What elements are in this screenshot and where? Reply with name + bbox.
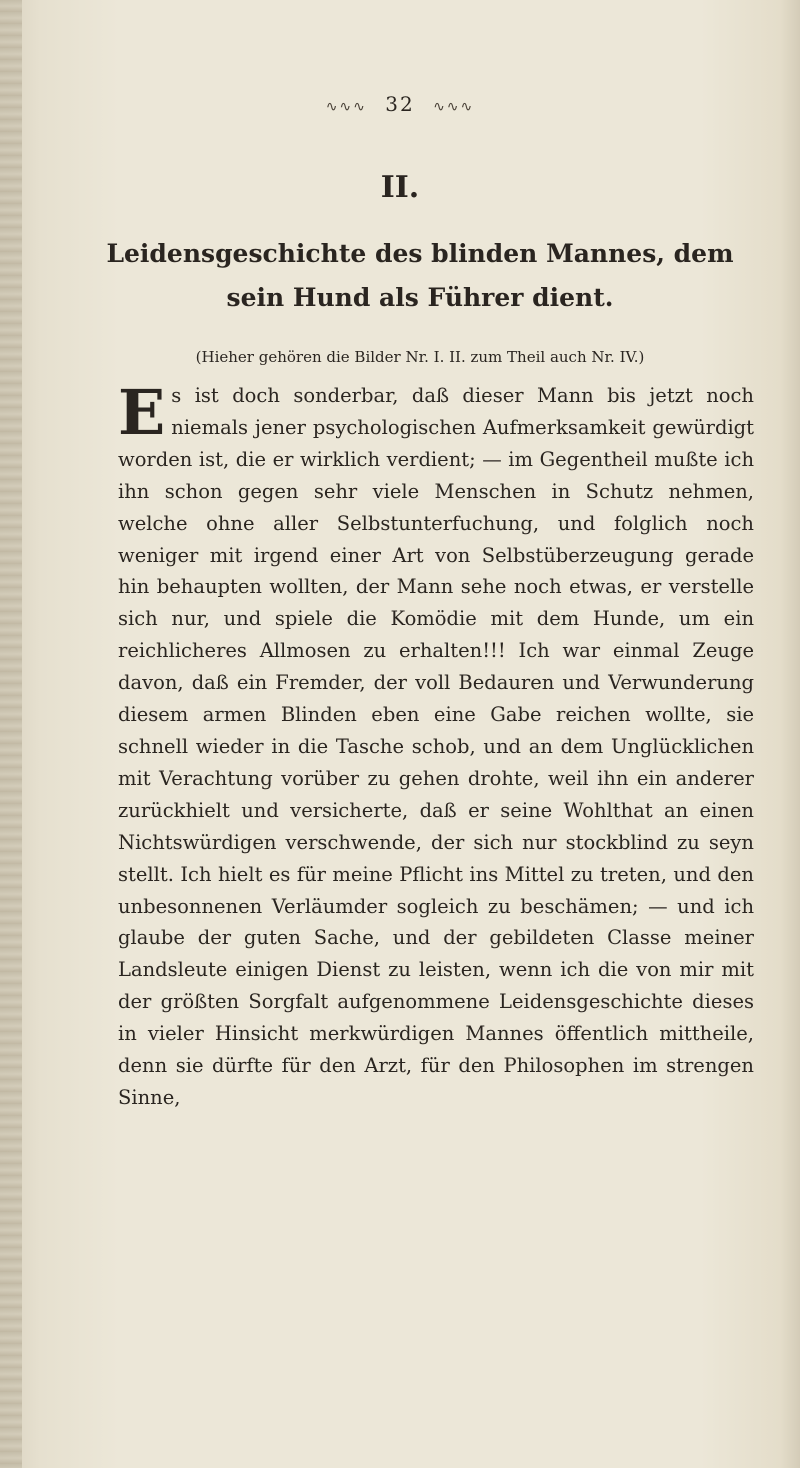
page-header [0,92,800,116]
book-spine-shadow [0,0,22,1468]
ornament-right: ∿∿∿ [433,99,475,115]
page-number: 32 [385,92,415,116]
body-text [118,376,754,1114]
body-paragraph: s ist doch sonderbar, daß dieser Mann bis jetzt noch niemals jener psychologischen Aufmerksamkeit gewürdigt worden ist, die er wirklich verdient; — im Gegentheil mußte ich ihn schon gegen sehr viele Menschen in Schutz nehmen, welche ohne aller Selbstunterfuchung, und folglich noch weniger mit irgend einer Art von Selbstüberzeugung gerade hin behaupten wollten, der Mann sehe noch etwas, er verstelle sich nur, und spiele die Komödie mit dem Hunde, um ein reichlicheres Allmosen zu erhalten!!! Ich war einmal Zeuge davon, daß ein Fremder, der voll Bedauren und Verwunderung diesem armen Blinden eben eine Gabe reichen wollte, sie schnell wieder in die Tasche schob, und an dem Unglücklichen mit Verachtung vorüber zu gehen drohte, weil ihn ein anderer zurückhielt und versicherte, daß er seine Wohlthat an einen Nichtswürdigen verschwende, der sich nur stockblind zu seyn stellt. Ich hielt es für meine Pflicht ins Mittel zu treten, und den unbesonnenen Verläumder sogleich zu beschämen; — und ich glaube der guten Sache, und der gebildeten Classe meiner Landsleute einigen Dienst zu leisten, wenn ich die von mir mit der größten Sorgfalt aufgenommene Leidensgeschichte dieses in vieler Hinsicht merkwürdigen Mannes öffentlich mittheile, denn sie dürfte für den Arzt, für den Philosophen im strengen Sinne, [118,384,754,1109]
drop-cap: E [118,376,166,449]
illustration-note: (Hieher gehören die Bilder Nr. I. II. zum Theil auch Nr. IV.) [195,348,645,366]
chapter-title: Leidensgeschichte des blinden Mannes, dem sein Hund als Führer dient. [106,239,734,312]
chapter-numeral: II. [380,170,420,205]
ornament-left: ∿∿∿ [325,99,367,115]
